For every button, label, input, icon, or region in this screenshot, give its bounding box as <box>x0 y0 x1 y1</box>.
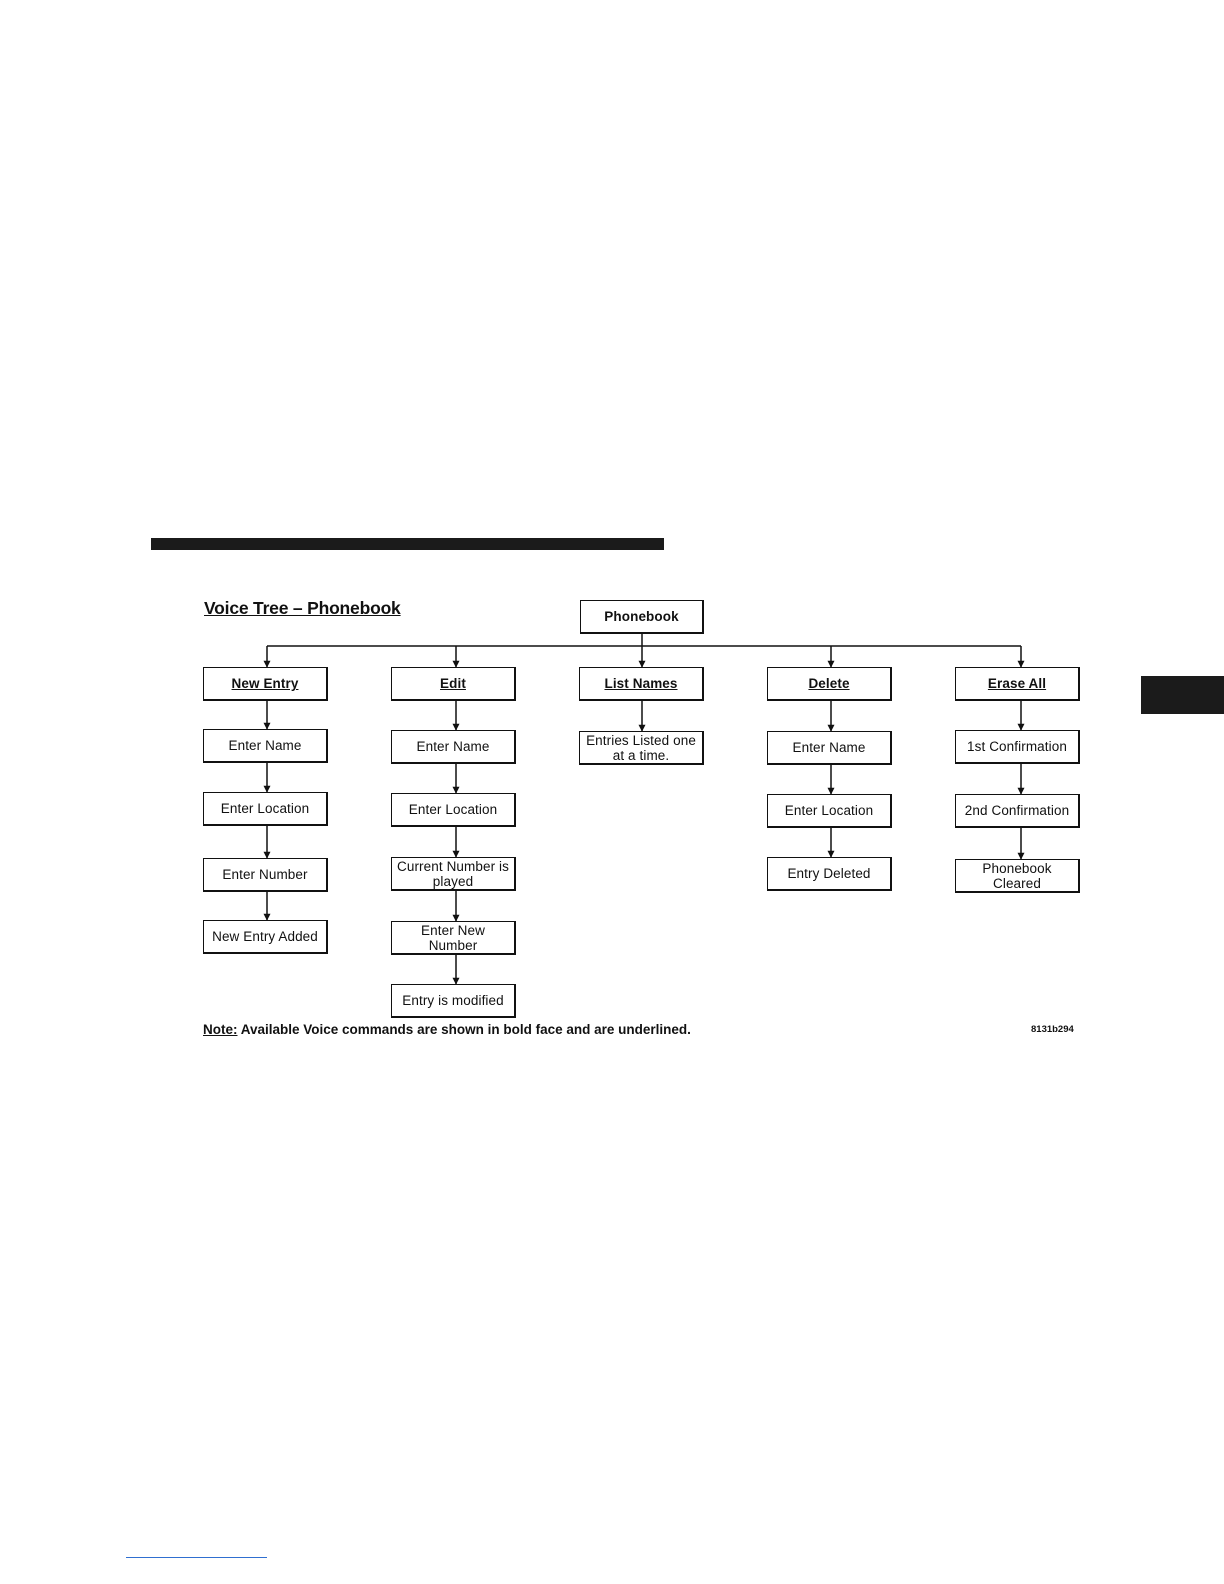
step-node-erase-all-2: 2nd Confirmation <box>955 794 1080 828</box>
command-node-new-entry: New Entry <box>203 667 328 701</box>
step-node-new-entry-3: Enter Number <box>203 858 328 892</box>
command-node-list-names: List Names <box>579 667 704 701</box>
step-node-erase-all-3: Phonebook Cleared <box>955 859 1080 893</box>
step-node-new-entry-2: Enter Location <box>203 792 328 826</box>
step-node-delete-3: Entry Deleted <box>767 857 892 891</box>
step-node-new-entry-4: New Entry Added <box>203 920 328 954</box>
footnote <box>203 1022 691 1037</box>
command-node-delete: Delete <box>767 667 892 701</box>
step-node-erase-all-1: 1st Confirmation <box>955 730 1080 764</box>
command-node-erase-all: Erase All <box>955 667 1080 701</box>
diagram-title: Voice Tree – Phonebook <box>204 598 401 618</box>
figure-code: 8131b294 <box>1031 1024 1074 1035</box>
step-node-new-entry-1: Enter Name <box>203 729 328 763</box>
command-node-edit: Edit <box>391 667 516 701</box>
note-text: Available Voice commands are shown in bold face and are underlined. <box>240 1022 691 1037</box>
step-node-list-names-1: Entries Listed one at a time. <box>579 731 704 765</box>
step-node-edit-1: Enter Name <box>391 730 516 764</box>
step-node-edit-2: Enter Location <box>391 793 516 827</box>
step-node-delete-2: Enter Location <box>767 794 892 828</box>
note-label: Note: <box>203 1022 238 1037</box>
step-node-edit-5: Entry is modified <box>391 984 516 1018</box>
step-node-edit-3: Current Number is played <box>391 857 516 891</box>
step-node-delete-1: Enter Name <box>767 731 892 765</box>
step-node-edit-4: Enter New Number <box>391 921 516 955</box>
root-node-phonebook: Phonebook <box>580 600 704 634</box>
